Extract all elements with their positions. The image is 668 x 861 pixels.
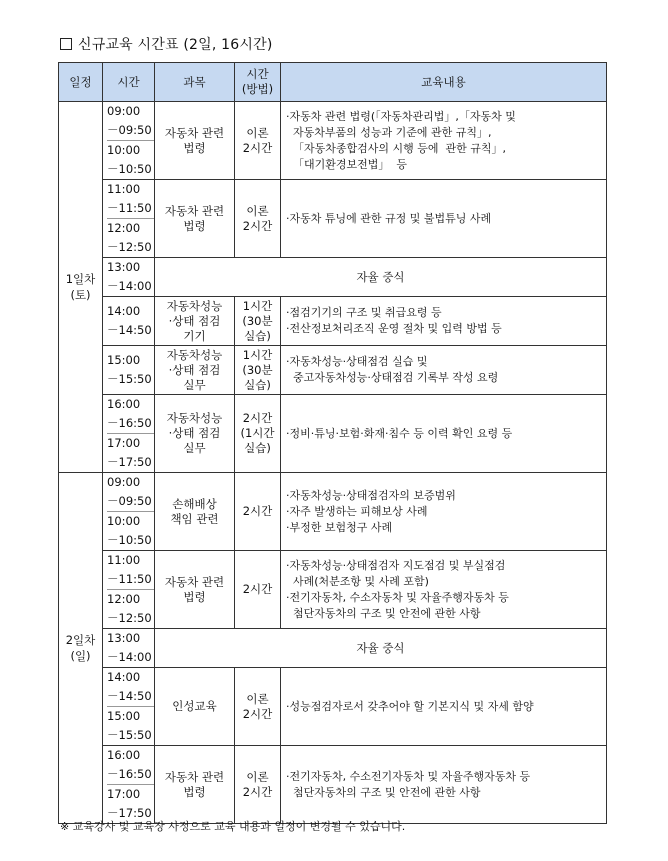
- content-line: 「자동차종합검사의 시행 등에 관한 규칙」,: [286, 141, 506, 155]
- content-line: ·자동차 관련 법령(「자동차관리법」,「자동차 및: [286, 109, 516, 123]
- content-line: ·자동차 튜닝에 관한 규정 및 불법튜닝 사례: [286, 211, 492, 225]
- method-cell: 2시간: [235, 473, 281, 551]
- method-cell: 1시간 (30분 실습): [235, 297, 281, 346]
- time-text: 17:00: [107, 784, 154, 804]
- table-row: [59, 297, 607, 346]
- table-row: [59, 395, 607, 473]
- time-text: －14:50: [107, 323, 152, 337]
- time-text: －14:00: [107, 650, 152, 664]
- subject-cell: 인성교육: [155, 668, 235, 746]
- content-cell: [281, 551, 607, 629]
- header-day: 일정: [59, 63, 103, 102]
- table-row: [59, 180, 607, 258]
- time-text: 11:00: [107, 553, 141, 567]
- content-line: 첨단자동차의 구조 및 안전에 관한 사항: [286, 785, 481, 799]
- table-row: [59, 668, 607, 746]
- subject-cell: 자동차 관련 법령: [155, 746, 235, 824]
- time-text: －15:50: [107, 372, 152, 386]
- content-line: ·전기자동차, 수소자동차 및 자율주행자동차 등: [286, 590, 509, 604]
- subject-cell: 자동차 관련 법령: [155, 102, 235, 180]
- method-cell: 2시간: [235, 551, 281, 629]
- time-cell: [103, 346, 155, 395]
- content-line: ·성능점검자로서 갖추어야 할 기본지식 및 자세 함양: [286, 699, 534, 713]
- content-cell: [281, 180, 607, 258]
- time-text: 15:00: [107, 706, 154, 726]
- header-subject: 과목: [155, 63, 235, 102]
- time-text: －11:50: [107, 572, 152, 586]
- time-text: 14:00: [107, 304, 141, 318]
- subject-cell: 자동차성능 ·상태 점검 실무: [155, 346, 235, 395]
- self-lunch-cell: 자율 중식: [155, 258, 607, 297]
- content-cell: [281, 746, 607, 824]
- time-text: 11:00: [107, 182, 141, 196]
- time-text: 12:00: [107, 589, 154, 609]
- table-row: [59, 473, 607, 551]
- day-label: 2일차 (일): [59, 473, 103, 824]
- time-cell: [103, 473, 155, 551]
- header-content: 교육내용: [281, 63, 607, 102]
- time-text: 09:00: [107, 475, 141, 489]
- method-cell: 이론 2시간: [235, 668, 281, 746]
- self-lunch-cell: 자율 중식: [155, 629, 607, 668]
- time-text: －15:50: [107, 728, 152, 742]
- time-text: －09:50: [107, 123, 152, 137]
- time-text: －17:50: [107, 806, 152, 820]
- time-text: 16:00: [107, 397, 141, 411]
- method-cell: 이론 2시간: [235, 180, 281, 258]
- time-text: 13:00: [107, 260, 141, 274]
- content-line: ·전기자동차, 수소전기자동차 및 자율주행자동차 등: [286, 769, 531, 783]
- time-text: 09:00: [107, 104, 141, 118]
- content-line: ·점검기기의 구조 및 취급요령 등: [286, 306, 442, 319]
- time-text: －16:50: [107, 767, 152, 781]
- method-cell: 1시간 (30분 실습): [235, 346, 281, 395]
- time-cell: [103, 746, 155, 824]
- time-text: 12:00: [107, 218, 154, 238]
- content-line: 자동차부품의 성능과 기준에 관한 규칙」,: [286, 125, 492, 139]
- content-cell: [281, 668, 607, 746]
- time-cell: [103, 395, 155, 473]
- content-cell: [281, 102, 607, 180]
- table-row: [59, 746, 607, 824]
- time-text: 14:00: [107, 670, 141, 684]
- method-cell: 2시간 (1시간 실습): [235, 395, 281, 473]
- table-row: [59, 551, 607, 629]
- table-row: [59, 258, 607, 297]
- time-text: 10:00: [107, 511, 154, 531]
- content-line: ·정비·튜닝·보험·화재·침수 등 이력 확인 요령 등: [286, 426, 513, 440]
- day-label: 1일차 (토): [59, 102, 103, 473]
- header-time: 시간: [103, 63, 155, 102]
- time-cell: [103, 551, 155, 629]
- content-line: 사례(처분조항 및 사례 포함): [286, 574, 429, 588]
- content-line: 첨단자동차의 구조 및 안전에 관한 사항: [286, 606, 481, 620]
- schedule-note: ※ 교육강사 및 교육장 사정으로 교육 내용과 일정이 변경될 수 있습니다.: [60, 820, 406, 833]
- time-text: 15:00: [107, 353, 141, 367]
- subject-cell: 손해배상 책임 관련: [155, 473, 235, 551]
- content-line: 「대기환경보전법」 등: [286, 157, 407, 171]
- table-row: [59, 102, 607, 180]
- time-cell: [103, 180, 155, 258]
- content-line: ·자동차성능·상태점검자의 보증범위: [286, 488, 456, 502]
- content-cell: [281, 395, 607, 473]
- schedule-title: [60, 34, 273, 54]
- time-text: －10:50: [107, 533, 152, 547]
- time-text: －12:50: [107, 240, 152, 254]
- time-cell: [103, 297, 155, 346]
- time-text: －09:50: [107, 494, 152, 508]
- table-row: [59, 346, 607, 395]
- content-line: ·부정한 보험청구 사례: [286, 520, 393, 534]
- content-line: ·자동차성능·상태점검자 지도점검 및 부실점검: [286, 558, 506, 572]
- time-cell: [103, 258, 155, 297]
- time-text: －10:50: [107, 162, 152, 176]
- content-cell: [281, 297, 607, 346]
- content-line: ·자주 발생하는 피해보상 사례: [286, 504, 428, 518]
- time-text: 16:00: [107, 748, 141, 762]
- time-cell: [103, 668, 155, 746]
- table-row: [59, 629, 607, 668]
- header-method: 시간 (방법): [235, 63, 281, 102]
- schedule-body: [59, 102, 607, 824]
- content-line: 중고자동차성능·상태점검 기록부 작성 요령: [286, 371, 499, 384]
- schedule-table: [58, 62, 607, 824]
- subject-cell: 자동차 관련 법령: [155, 551, 235, 629]
- content-line: ·자동차성능·상태점검 실습 및: [286, 355, 428, 368]
- subject-cell: 자동차성능 ·상태 점검 실무: [155, 395, 235, 473]
- subject-cell: 자동차성능 ·상태 점검 기기: [155, 297, 235, 346]
- time-text: －14:50: [107, 689, 152, 703]
- table-header-row: [59, 63, 607, 102]
- content-cell: [281, 346, 607, 395]
- time-text: －11:50: [107, 201, 152, 215]
- subject-cell: 자동차 관련 법령: [155, 180, 235, 258]
- method-cell: 이론 2시간: [235, 102, 281, 180]
- checkbox-square-icon: [60, 38, 72, 50]
- time-text: －17:50: [107, 455, 152, 469]
- time-cell: [103, 629, 155, 668]
- time-text: 17:00: [107, 433, 154, 453]
- time-text: －16:50: [107, 416, 152, 430]
- time-text: －12:50: [107, 611, 152, 625]
- time-text: 10:00: [107, 140, 154, 160]
- schedule-title-text: 신규교육 시간표 (2일, 16시간): [78, 37, 273, 53]
- method-cell: 이론 2시간: [235, 746, 281, 824]
- content-line: ·전산정보처리조직 운영 절차 및 입력 방법 등: [286, 322, 502, 335]
- time-text: 13:00: [107, 631, 141, 645]
- time-cell: [103, 102, 155, 180]
- content-cell: [281, 473, 607, 551]
- time-text: －14:00: [107, 279, 152, 293]
